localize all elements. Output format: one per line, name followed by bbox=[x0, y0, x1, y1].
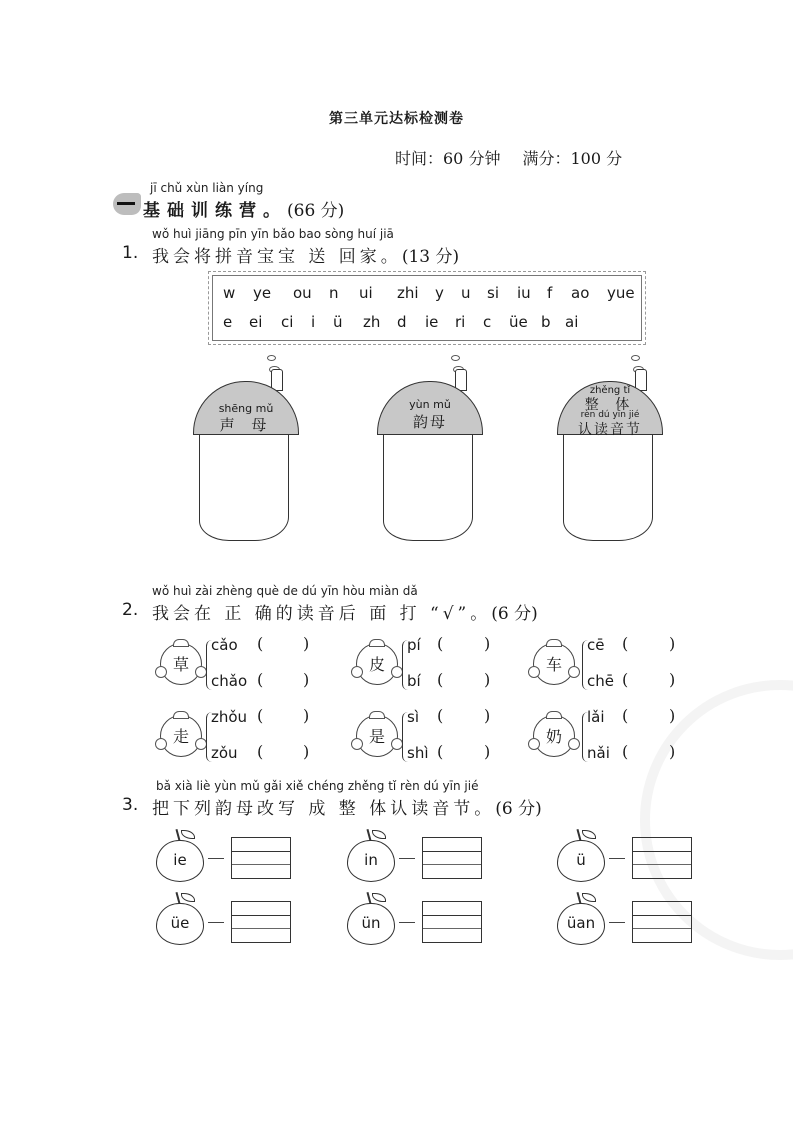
smoke-icon bbox=[267, 355, 276, 361]
house-roof-label: 整 体 bbox=[584, 397, 636, 413]
pinyin-card[interactable]: n bbox=[329, 284, 339, 302]
house-zhengti bbox=[557, 345, 677, 545]
pinyin-card[interactable]: iu bbox=[517, 284, 531, 302]
pinyin-card[interactable]: u bbox=[461, 284, 471, 302]
connector-dash bbox=[609, 922, 625, 923]
house-answer-area[interactable] bbox=[199, 434, 289, 541]
house-roof bbox=[193, 381, 299, 435]
pinyin-option: lǎi bbox=[587, 708, 605, 726]
answer-grid[interactable] bbox=[632, 901, 692, 943]
answer-paren-close[interactable]: ) bbox=[303, 706, 310, 725]
pinyin-card[interactable]: ci bbox=[281, 313, 294, 331]
pinyin-option: shì bbox=[407, 744, 429, 762]
house-roof-pinyin: rèn dú yīn jié bbox=[580, 410, 640, 420]
pinyin-option: cē bbox=[587, 636, 605, 654]
answer-paren-close[interactable]: ) bbox=[484, 742, 491, 761]
pinyin-card[interactable]: ie bbox=[425, 313, 439, 331]
pinyin-box bbox=[212, 275, 642, 341]
pinyin-card[interactable]: e bbox=[223, 313, 233, 331]
answer-paren-close[interactable]: ) bbox=[484, 706, 491, 725]
apple-stem bbox=[576, 829, 581, 841]
house-roof-label: 声 母 bbox=[219, 416, 273, 434]
answer-paren-open[interactable]: ( bbox=[622, 706, 629, 725]
connector-dash bbox=[208, 858, 224, 859]
pinyin-card[interactable]: w bbox=[223, 284, 236, 302]
answer-paren-open[interactable]: ( bbox=[437, 742, 444, 761]
target-character: 车 bbox=[545, 655, 562, 674]
answer-paren-open[interactable]: ( bbox=[257, 742, 264, 761]
pinyin-option: sì bbox=[407, 708, 419, 726]
target-character: 草 bbox=[172, 655, 189, 674]
q2-pinyin: wǒ huì zài zhèng què de dú yīn hòu miàn dǎ bbox=[152, 584, 418, 598]
pinyin-card[interactable]: f bbox=[547, 284, 553, 302]
answer-paren-close[interactable]: ) bbox=[303, 634, 310, 653]
pinyin-option: bí bbox=[407, 672, 421, 690]
house-roof-label: 韵母 bbox=[412, 413, 447, 431]
connector-dash bbox=[609, 858, 625, 859]
apple-stem bbox=[366, 829, 371, 841]
answer-grid[interactable] bbox=[422, 901, 482, 943]
answer-paren-close[interactable]: ) bbox=[669, 706, 676, 725]
apple-label: üe bbox=[170, 914, 190, 932]
pinyin-row-1 bbox=[223, 284, 635, 302]
q1-instruction: 我会将拼音宝宝 送 回家。 bbox=[152, 247, 402, 267]
page-title: 第三单元达标检测卷 bbox=[329, 111, 464, 127]
answer-paren-close[interactable]: ) bbox=[303, 670, 310, 689]
apple-label: in bbox=[364, 851, 378, 869]
answer-paren-open[interactable]: ( bbox=[437, 706, 444, 725]
connector-dash bbox=[399, 922, 415, 923]
answer-paren-open[interactable]: ( bbox=[437, 634, 444, 653]
hair-tuft bbox=[369, 639, 385, 647]
q3-number: 3. bbox=[122, 795, 139, 815]
pinyin-card[interactable]: ui bbox=[359, 284, 373, 302]
pinyin-card[interactable]: zhi bbox=[397, 284, 419, 302]
hair-tuft bbox=[546, 639, 562, 647]
answer-paren-close[interactable]: ) bbox=[669, 634, 676, 653]
pinyin-card[interactable]: zh bbox=[363, 313, 381, 331]
pinyin-card[interactable]: ou bbox=[293, 284, 312, 302]
pinyin-card[interactable]: ü bbox=[333, 313, 343, 331]
pinyin-option: cǎo bbox=[211, 636, 238, 654]
q1-points: (13 分) bbox=[401, 247, 460, 267]
apple-leaf bbox=[372, 893, 386, 902]
answer-paren-open[interactable]: ( bbox=[622, 742, 629, 761]
pinyin-card[interactable]: si bbox=[487, 284, 499, 302]
hair-tuft bbox=[369, 711, 385, 719]
hair-tuft bbox=[546, 711, 562, 719]
section-points: (66 分) bbox=[287, 201, 345, 221]
pinyin-card[interactable]: ei bbox=[249, 313, 263, 331]
q2-points: (6 分) bbox=[491, 604, 538, 624]
pinyin-option: chǎo bbox=[211, 672, 248, 690]
answer-grid[interactable] bbox=[632, 837, 692, 879]
pinyin-card[interactable]: üe bbox=[509, 313, 528, 331]
apple-leaf bbox=[582, 893, 596, 902]
answer-paren-close[interactable]: ) bbox=[484, 634, 491, 653]
answer-paren-close[interactable]: ) bbox=[303, 742, 310, 761]
face-icon bbox=[160, 715, 202, 757]
hair-tuft bbox=[173, 711, 189, 719]
apple-leaf bbox=[582, 830, 596, 839]
pinyin-card[interactable]: ai bbox=[565, 313, 579, 331]
q3-instruction: 把下列韵母改写 成 整 体认读音节。 bbox=[152, 799, 496, 819]
pinyin-card[interactable]: d bbox=[397, 313, 407, 331]
apple-leaf bbox=[181, 893, 195, 902]
q1-text bbox=[152, 242, 459, 267]
pinyin-card[interactable]: ye bbox=[253, 284, 272, 302]
connector-dash bbox=[399, 858, 415, 859]
answer-grid[interactable] bbox=[231, 901, 291, 943]
hair-tuft bbox=[173, 639, 189, 647]
house-roof bbox=[377, 381, 483, 435]
house-roof bbox=[557, 381, 663, 438]
answer-paren-close[interactable]: ) bbox=[669, 670, 676, 689]
apple-label: ie bbox=[173, 851, 187, 869]
smoke-icon bbox=[631, 355, 640, 361]
pinyin-row-2 bbox=[223, 313, 578, 331]
apple-icon bbox=[156, 840, 204, 882]
apple-icon bbox=[557, 903, 605, 945]
answer-paren-close[interactable]: ) bbox=[669, 742, 676, 761]
apple-icon bbox=[156, 903, 204, 945]
q2-instruction: 我会在 正 确的读音后 面 打 “√”。 bbox=[152, 604, 492, 624]
answer-paren-close[interactable]: ) bbox=[484, 670, 491, 689]
apple-label: üan bbox=[566, 914, 596, 932]
house-roof-pinyin: yùn mǔ bbox=[409, 398, 451, 411]
target-character: 皮 bbox=[368, 655, 385, 674]
answer-paren-open[interactable]: ( bbox=[257, 670, 264, 689]
full-score: 满分：100 分 bbox=[522, 149, 623, 168]
apple-label: ün bbox=[361, 914, 381, 932]
connector-dash bbox=[208, 922, 224, 923]
answer-paren-open[interactable]: ( bbox=[257, 634, 264, 653]
apple-icon bbox=[557, 840, 605, 882]
q3-text bbox=[152, 794, 542, 819]
pinyin-option: nǎi bbox=[587, 744, 610, 762]
target-character: 是 bbox=[368, 727, 385, 746]
q1-number: 1. bbox=[122, 243, 139, 263]
apple-leaf bbox=[372, 830, 386, 839]
apple-icon bbox=[347, 840, 395, 882]
face-icon bbox=[356, 643, 398, 685]
target-character: 走 bbox=[172, 727, 189, 746]
q2-number: 2. bbox=[122, 600, 139, 620]
pinyin-option: chē bbox=[587, 672, 614, 690]
face-icon bbox=[160, 643, 202, 685]
answer-paren-open[interactable]: ( bbox=[622, 634, 629, 653]
house-roof-pinyin: zhěng tǐ bbox=[589, 385, 631, 396]
section-pinyin: jī chǔ xùn liàn yíng bbox=[150, 181, 264, 195]
apple-stem bbox=[175, 892, 180, 904]
section-number-dash bbox=[117, 202, 135, 205]
answer-grid[interactable] bbox=[231, 837, 291, 879]
pinyin-option: zǒu bbox=[211, 744, 238, 762]
answer-grid[interactable] bbox=[422, 837, 482, 879]
pinyin-card[interactable]: yue bbox=[607, 284, 635, 302]
apple-stem bbox=[175, 829, 180, 841]
pinyin-card[interactable]: i bbox=[311, 313, 316, 331]
section-title-text: 基础训练营。 bbox=[143, 201, 287, 221]
pinyin-card[interactable]: y bbox=[435, 284, 444, 302]
apple-stem bbox=[366, 892, 371, 904]
pinyin-card[interactable]: c bbox=[483, 313, 492, 331]
apple-leaf bbox=[181, 830, 195, 839]
exam-info bbox=[395, 146, 644, 169]
answer-paren-open[interactable]: ( bbox=[437, 670, 444, 689]
pinyin-option: zhǒu bbox=[211, 708, 248, 726]
house-shengmu bbox=[193, 345, 313, 545]
apple-icon bbox=[347, 903, 395, 945]
pinyin-card[interactable]: b bbox=[541, 313, 551, 331]
apple-label: ü bbox=[576, 851, 586, 869]
smoke-icon bbox=[451, 355, 460, 361]
q2-text bbox=[152, 599, 538, 624]
answer-paren-open[interactable]: ( bbox=[622, 670, 629, 689]
pinyin-card[interactable]: ri bbox=[455, 313, 466, 331]
face-icon bbox=[533, 643, 575, 685]
q1-pinyin: wǒ huì jiāng pīn yīn bǎo bao sòng huí jiā bbox=[152, 227, 394, 241]
q3-pinyin: bǎ xià liè yùn mǔ gǎi xiě chéng zhěng tǐ rèn dú yīn jié bbox=[156, 779, 479, 793]
q3-points: (6 分) bbox=[495, 799, 542, 819]
face-icon bbox=[533, 715, 575, 757]
house-roof-label: 认读音节 bbox=[578, 422, 642, 438]
target-character: 奶 bbox=[545, 727, 562, 746]
house-answer-area[interactable] bbox=[383, 434, 473, 541]
pinyin-card[interactable]: ao bbox=[571, 284, 590, 302]
house-yunmu bbox=[377, 345, 497, 545]
time-limit: 时间：60 分钟 bbox=[395, 149, 501, 168]
section-title bbox=[143, 196, 344, 221]
apple-stem bbox=[576, 892, 581, 904]
face-icon bbox=[356, 715, 398, 757]
house-roof-pinyin: shēng mǔ bbox=[218, 402, 274, 415]
answer-paren-open[interactable]: ( bbox=[257, 706, 264, 725]
house-answer-area[interactable] bbox=[563, 434, 653, 541]
pinyin-option: pí bbox=[407, 636, 421, 654]
